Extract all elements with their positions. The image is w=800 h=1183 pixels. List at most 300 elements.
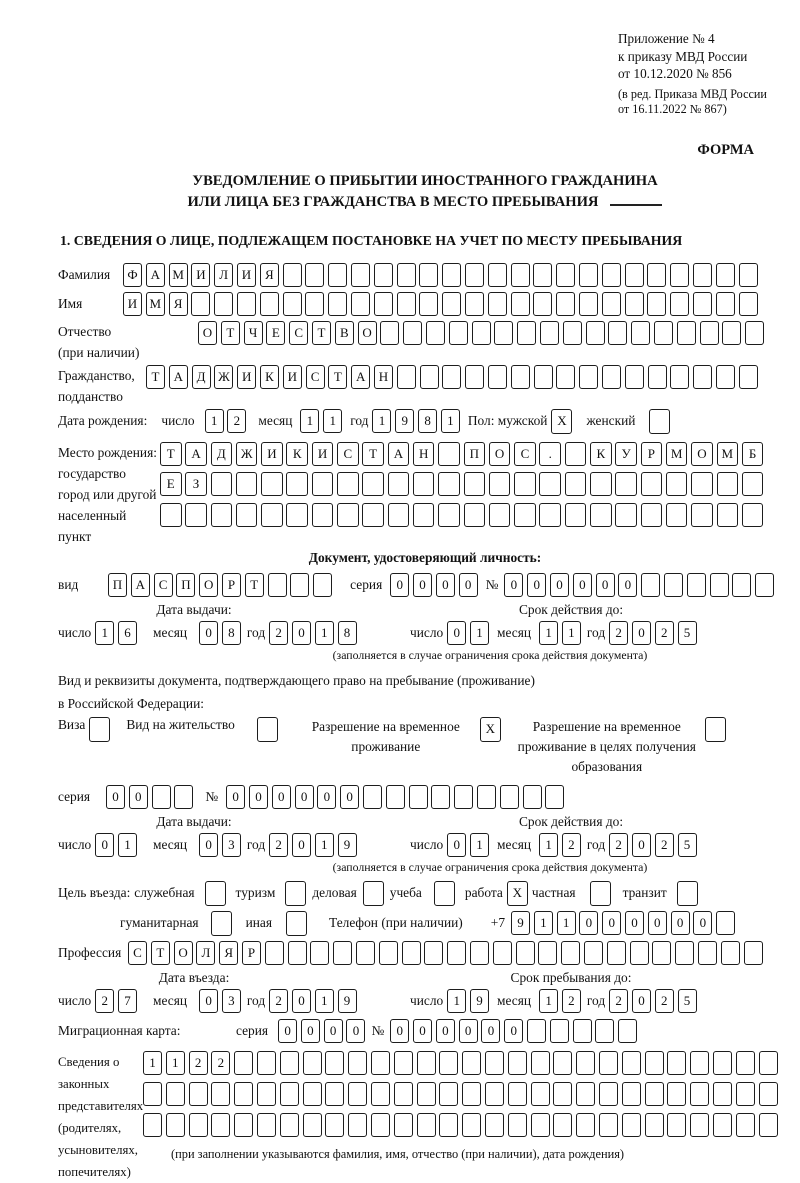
cell[interactable]: 0	[390, 1019, 409, 1043]
cell[interactable]	[630, 941, 649, 965]
cell[interactable]	[464, 503, 486, 527]
cell[interactable]	[602, 365, 621, 389]
cell[interactable]: К	[286, 442, 308, 466]
cell[interactable]	[325, 1051, 344, 1075]
cell[interactable]: 2	[655, 621, 674, 645]
cell[interactable]: Б	[742, 442, 764, 466]
cell[interactable]	[573, 1019, 592, 1043]
cell[interactable]: 0	[693, 911, 712, 935]
cell[interactable]: 7	[118, 989, 137, 1013]
cell[interactable]	[615, 503, 637, 527]
cell[interactable]	[531, 1082, 550, 1106]
cell[interactable]	[511, 263, 530, 287]
cell[interactable]: 1	[315, 621, 334, 645]
cell[interactable]	[556, 263, 575, 287]
cell[interactable]	[351, 263, 370, 287]
cell[interactable]	[261, 503, 283, 527]
cell[interactable]: Я	[169, 292, 188, 316]
cell[interactable]: 9	[395, 409, 414, 433]
cell[interactable]: 5	[678, 989, 697, 1013]
cell[interactable]: 1	[118, 833, 137, 857]
cell[interactable]: 0	[504, 573, 523, 597]
cell[interactable]	[424, 941, 443, 965]
cell[interactable]: 8	[418, 409, 437, 433]
cell[interactable]	[527, 1019, 546, 1043]
cell[interactable]	[312, 472, 334, 496]
cell[interactable]	[166, 1113, 185, 1137]
cell[interactable]	[211, 1113, 230, 1137]
cell[interactable]	[508, 1113, 527, 1137]
cell[interactable]	[565, 442, 587, 466]
cell[interactable]	[666, 503, 688, 527]
cell[interactable]	[174, 785, 193, 809]
cell[interactable]	[511, 365, 530, 389]
cell[interactable]	[538, 941, 557, 965]
cell[interactable]	[508, 1082, 527, 1106]
cell[interactable]	[447, 941, 466, 965]
cell[interactable]: 0	[226, 785, 245, 809]
cell[interactable]: П	[464, 442, 486, 466]
cell[interactable]	[698, 941, 717, 965]
cell[interactable]	[143, 1113, 162, 1137]
cell[interactable]	[553, 1113, 572, 1137]
cell[interactable]: 1	[205, 409, 224, 433]
sex-male-checkbox[interactable]	[551, 409, 572, 434]
cell[interactable]	[160, 503, 182, 527]
cell[interactable]: Е	[266, 321, 285, 345]
cell[interactable]	[257, 717, 278, 742]
cell[interactable]	[721, 941, 740, 965]
cell[interactable]: М	[717, 442, 739, 466]
cell[interactable]: 1	[539, 989, 558, 1013]
cell[interactable]	[561, 941, 580, 965]
cell[interactable]	[439, 1113, 458, 1137]
cell[interactable]	[371, 1082, 390, 1106]
cell[interactable]	[664, 573, 683, 597]
cell[interactable]	[303, 1051, 322, 1075]
cell[interactable]	[550, 1019, 569, 1043]
cell[interactable]	[442, 365, 461, 389]
cell[interactable]	[413, 472, 435, 496]
cell[interactable]: Ф	[123, 263, 142, 287]
cell[interactable]: М	[169, 263, 188, 287]
cell[interactable]	[265, 941, 284, 965]
cell[interactable]: Т	[312, 321, 331, 345]
cell[interactable]: 2	[189, 1051, 208, 1075]
cell[interactable]: 0	[550, 573, 569, 597]
cell[interactable]	[371, 1113, 390, 1137]
cell[interactable]: 1	[534, 911, 553, 935]
cell[interactable]	[462, 1113, 481, 1137]
cell[interactable]	[397, 292, 416, 316]
cell[interactable]	[534, 365, 553, 389]
cell[interactable]	[602, 292, 621, 316]
cell[interactable]: Р	[641, 442, 663, 466]
cell[interactable]	[579, 263, 598, 287]
cell[interactable]: 6	[118, 621, 137, 645]
cell[interactable]	[417, 1082, 436, 1106]
cell[interactable]: О	[489, 442, 511, 466]
cell[interactable]	[736, 1113, 755, 1137]
cell[interactable]	[397, 365, 416, 389]
cell[interactable]	[716, 911, 735, 935]
cell[interactable]: Л	[196, 941, 215, 965]
cell[interactable]: 1	[562, 621, 581, 645]
cell[interactable]: Р	[242, 941, 261, 965]
cell[interactable]: И	[283, 365, 302, 389]
cell[interactable]	[618, 1019, 637, 1043]
cell[interactable]	[351, 292, 370, 316]
cell[interactable]: 1	[470, 833, 489, 857]
cell[interactable]: 1	[441, 409, 460, 433]
cell[interactable]: 0	[596, 573, 615, 597]
cell[interactable]	[485, 1082, 504, 1106]
cell[interactable]: 1	[143, 1051, 162, 1075]
cell[interactable]	[234, 1113, 253, 1137]
cell[interactable]	[374, 263, 393, 287]
cell[interactable]: С	[337, 442, 359, 466]
cell[interactable]: X	[551, 409, 572, 434]
cell[interactable]: 0	[292, 833, 311, 857]
cell[interactable]	[356, 941, 375, 965]
cell[interactable]	[670, 263, 689, 287]
cell[interactable]	[363, 785, 382, 809]
purpose-official-checkbox[interactable]	[205, 881, 226, 906]
cell[interactable]	[388, 503, 410, 527]
cell[interactable]: 2	[609, 833, 628, 857]
cell[interactable]	[576, 1082, 595, 1106]
cell[interactable]	[690, 1051, 709, 1075]
cell[interactable]: 1	[557, 911, 576, 935]
cell[interactable]: 0	[317, 785, 336, 809]
cell[interactable]	[362, 503, 384, 527]
cell[interactable]	[599, 1051, 618, 1075]
cell[interactable]	[438, 472, 460, 496]
cell[interactable]	[690, 1113, 709, 1137]
cell[interactable]: 8	[222, 621, 241, 645]
cell[interactable]	[599, 1113, 618, 1137]
cell[interactable]	[608, 321, 627, 345]
cell[interactable]	[464, 472, 486, 496]
cell[interactable]: 0	[504, 1019, 523, 1043]
visa-checkbox[interactable]	[89, 717, 110, 742]
cell[interactable]: А	[388, 442, 410, 466]
cell[interactable]	[348, 1051, 367, 1075]
cell[interactable]: Т	[362, 442, 384, 466]
cell[interactable]	[419, 263, 438, 287]
cell[interactable]: 5	[678, 621, 697, 645]
cell[interactable]	[693, 292, 712, 316]
cell[interactable]	[700, 321, 719, 345]
cell[interactable]: 0	[292, 989, 311, 1013]
cell[interactable]: П	[108, 573, 127, 597]
cell[interactable]	[553, 1051, 572, 1075]
cell[interactable]	[716, 365, 735, 389]
cell[interactable]	[439, 1051, 458, 1075]
cell[interactable]	[472, 321, 491, 345]
cell[interactable]	[545, 785, 564, 809]
cell[interactable]	[234, 1051, 253, 1075]
cell[interactable]	[631, 321, 650, 345]
cell[interactable]: 0	[527, 573, 546, 597]
cell[interactable]	[489, 503, 511, 527]
cell[interactable]	[539, 472, 561, 496]
cell[interactable]	[645, 1113, 664, 1137]
cell[interactable]: А	[131, 573, 150, 597]
cell[interactable]: 0	[324, 1019, 343, 1043]
cell[interactable]: 0	[632, 621, 651, 645]
cell[interactable]	[739, 263, 758, 287]
cell[interactable]: 0	[625, 911, 644, 935]
cell[interactable]	[166, 1082, 185, 1106]
cell[interactable]: И	[261, 442, 283, 466]
cell[interactable]	[590, 472, 612, 496]
cell[interactable]: 1	[95, 621, 114, 645]
cell[interactable]	[371, 1051, 390, 1075]
cell[interactable]: О	[358, 321, 377, 345]
cell[interactable]: 0	[346, 1019, 365, 1043]
cell[interactable]: И	[312, 442, 334, 466]
cell[interactable]	[454, 785, 473, 809]
cell[interactable]	[590, 881, 611, 906]
cell[interactable]	[488, 365, 507, 389]
cell[interactable]	[675, 941, 694, 965]
cell[interactable]	[691, 472, 713, 496]
cell[interactable]	[615, 472, 637, 496]
cell[interactable]: С	[128, 941, 147, 965]
cell[interactable]: Е	[160, 472, 182, 496]
cell[interactable]	[602, 263, 621, 287]
cell[interactable]: М	[146, 292, 165, 316]
cell[interactable]	[348, 1113, 367, 1137]
cell[interactable]	[290, 573, 309, 597]
cell[interactable]: Ж	[236, 442, 258, 466]
cell[interactable]	[736, 1051, 755, 1075]
cell[interactable]	[666, 472, 688, 496]
cell[interactable]	[449, 321, 468, 345]
cell[interactable]: 0	[573, 573, 592, 597]
cell[interactable]	[465, 365, 484, 389]
cell[interactable]	[755, 573, 774, 597]
cell[interactable]	[211, 1082, 230, 1106]
cell[interactable]	[189, 1082, 208, 1106]
cell[interactable]: Я	[219, 941, 238, 965]
cell[interactable]: Ж	[214, 365, 233, 389]
purpose-humanitarian-checkbox[interactable]	[211, 911, 232, 936]
cell[interactable]	[553, 1082, 572, 1106]
cell[interactable]	[485, 1051, 504, 1075]
cell[interactable]	[625, 263, 644, 287]
cell[interactable]	[517, 321, 536, 345]
cell[interactable]: С	[289, 321, 308, 345]
cell[interactable]	[584, 941, 603, 965]
cell[interactable]	[431, 785, 450, 809]
cell[interactable]	[380, 321, 399, 345]
cell[interactable]: И	[237, 365, 256, 389]
cell[interactable]	[438, 442, 460, 466]
purpose-transit-checkbox[interactable]	[677, 881, 698, 906]
cell[interactable]	[622, 1113, 641, 1137]
cell[interactable]	[394, 1113, 413, 1137]
cell[interactable]	[717, 472, 739, 496]
cell[interactable]: 2	[269, 621, 288, 645]
cell[interactable]	[305, 292, 324, 316]
cell[interactable]	[325, 1113, 344, 1137]
cell[interactable]: Ч	[244, 321, 263, 345]
cell[interactable]: X	[480, 717, 501, 742]
cell[interactable]: 0	[436, 573, 455, 597]
cell[interactable]	[722, 321, 741, 345]
cell[interactable]	[403, 321, 422, 345]
cell[interactable]: Н	[374, 365, 393, 389]
cell[interactable]: Т	[245, 573, 264, 597]
cell[interactable]	[693, 263, 712, 287]
cell[interactable]	[713, 1113, 732, 1137]
cell[interactable]	[705, 717, 726, 742]
cell[interactable]	[641, 472, 663, 496]
cell[interactable]	[500, 785, 519, 809]
cell[interactable]	[465, 263, 484, 287]
cell[interactable]	[303, 1113, 322, 1137]
cell[interactable]	[599, 1082, 618, 1106]
cell[interactable]: 2	[655, 989, 674, 1013]
cell[interactable]: 0	[632, 833, 651, 857]
cell[interactable]	[417, 1051, 436, 1075]
cell[interactable]	[257, 1113, 276, 1137]
cell[interactable]	[288, 941, 307, 965]
cell[interactable]: 3	[222, 833, 241, 857]
cell[interactable]: Я	[260, 263, 279, 287]
cell[interactable]: 2	[211, 1051, 230, 1075]
cell[interactable]: 0	[199, 989, 218, 1013]
cell[interactable]: А	[146, 263, 165, 287]
cell[interactable]	[465, 292, 484, 316]
cell[interactable]: 8	[338, 621, 357, 645]
cell[interactable]	[488, 263, 507, 287]
cell[interactable]: И	[237, 263, 256, 287]
cell[interactable]: А	[185, 442, 207, 466]
cell[interactable]: 1	[300, 409, 319, 433]
cell[interactable]	[516, 941, 535, 965]
cell[interactable]	[667, 1051, 686, 1075]
cell[interactable]	[286, 503, 308, 527]
cell[interactable]: 1	[447, 989, 466, 1013]
cell[interactable]: А	[169, 365, 188, 389]
cell[interactable]	[625, 365, 644, 389]
cell[interactable]	[413, 503, 435, 527]
cell[interactable]	[386, 785, 405, 809]
cell[interactable]	[325, 1082, 344, 1106]
cell[interactable]	[736, 1082, 755, 1106]
cell[interactable]: 0	[447, 621, 466, 645]
cell[interactable]: П	[176, 573, 195, 597]
cell[interactable]: Т	[221, 321, 240, 345]
cell[interactable]	[303, 1082, 322, 1106]
cell[interactable]: С	[306, 365, 325, 389]
cell[interactable]	[670, 292, 689, 316]
cell[interactable]	[533, 263, 552, 287]
cell[interactable]: Р	[222, 573, 241, 597]
cell[interactable]	[667, 1113, 686, 1137]
cell[interactable]: 0	[413, 1019, 432, 1043]
cell[interactable]	[283, 263, 302, 287]
cell[interactable]	[645, 1082, 664, 1106]
cell[interactable]	[185, 503, 207, 527]
cell[interactable]	[280, 1082, 299, 1106]
cell[interactable]	[622, 1051, 641, 1075]
cell[interactable]	[514, 472, 536, 496]
cell[interactable]: 1	[166, 1051, 185, 1075]
cell[interactable]	[641, 573, 660, 597]
cell[interactable]	[234, 1082, 253, 1106]
cell[interactable]	[494, 321, 513, 345]
cell[interactable]: М	[666, 442, 688, 466]
cell[interactable]	[286, 911, 307, 936]
cell[interactable]	[214, 292, 233, 316]
cell[interactable]: Т	[328, 365, 347, 389]
cell[interactable]	[442, 263, 461, 287]
cell[interactable]: 0	[129, 785, 148, 809]
cell[interactable]: О	[174, 941, 193, 965]
cell[interactable]	[745, 321, 764, 345]
cell[interactable]: 2	[269, 989, 288, 1013]
cell[interactable]: 0	[199, 833, 218, 857]
cell[interactable]	[388, 472, 410, 496]
cell[interactable]	[641, 503, 663, 527]
temp-residence-education-checkbox[interactable]	[705, 717, 726, 742]
cell[interactable]	[312, 503, 334, 527]
cell[interactable]	[759, 1082, 778, 1106]
cell[interactable]	[625, 292, 644, 316]
cell[interactable]: З	[185, 472, 207, 496]
cell[interactable]: 0	[579, 911, 598, 935]
cell[interactable]	[261, 472, 283, 496]
cell[interactable]: 0	[459, 1019, 478, 1043]
cell[interactable]: 2	[655, 833, 674, 857]
cell[interactable]	[531, 1051, 550, 1075]
cell[interactable]	[579, 292, 598, 316]
cell[interactable]	[648, 365, 667, 389]
cell[interactable]	[691, 503, 713, 527]
sex-female-checkbox[interactable]	[649, 409, 670, 434]
cell[interactable]: У	[615, 442, 637, 466]
cell[interactable]	[563, 321, 582, 345]
cell[interactable]	[645, 1051, 664, 1075]
cell[interactable]	[236, 503, 258, 527]
cell[interactable]	[670, 365, 689, 389]
cell[interactable]: И	[191, 263, 210, 287]
cell[interactable]: 2	[95, 989, 114, 1013]
cell[interactable]	[759, 1113, 778, 1137]
cell[interactable]	[488, 292, 507, 316]
cell[interactable]: Т	[151, 941, 170, 965]
cell[interactable]	[260, 292, 279, 316]
cell[interactable]: 0	[447, 833, 466, 857]
cell[interactable]	[687, 573, 706, 597]
cell[interactable]	[713, 1051, 732, 1075]
cell[interactable]: Т	[146, 365, 165, 389]
cell[interactable]: С	[514, 442, 536, 466]
cell[interactable]: 0	[390, 573, 409, 597]
cell[interactable]	[607, 941, 626, 965]
cell[interactable]: 1	[315, 989, 334, 1013]
cell[interactable]: 9	[470, 989, 489, 1013]
cell[interactable]: 1	[470, 621, 489, 645]
cell[interactable]	[531, 1113, 550, 1137]
purpose-private-checkbox[interactable]	[590, 881, 611, 906]
cell[interactable]	[280, 1113, 299, 1137]
cell[interactable]	[493, 941, 512, 965]
